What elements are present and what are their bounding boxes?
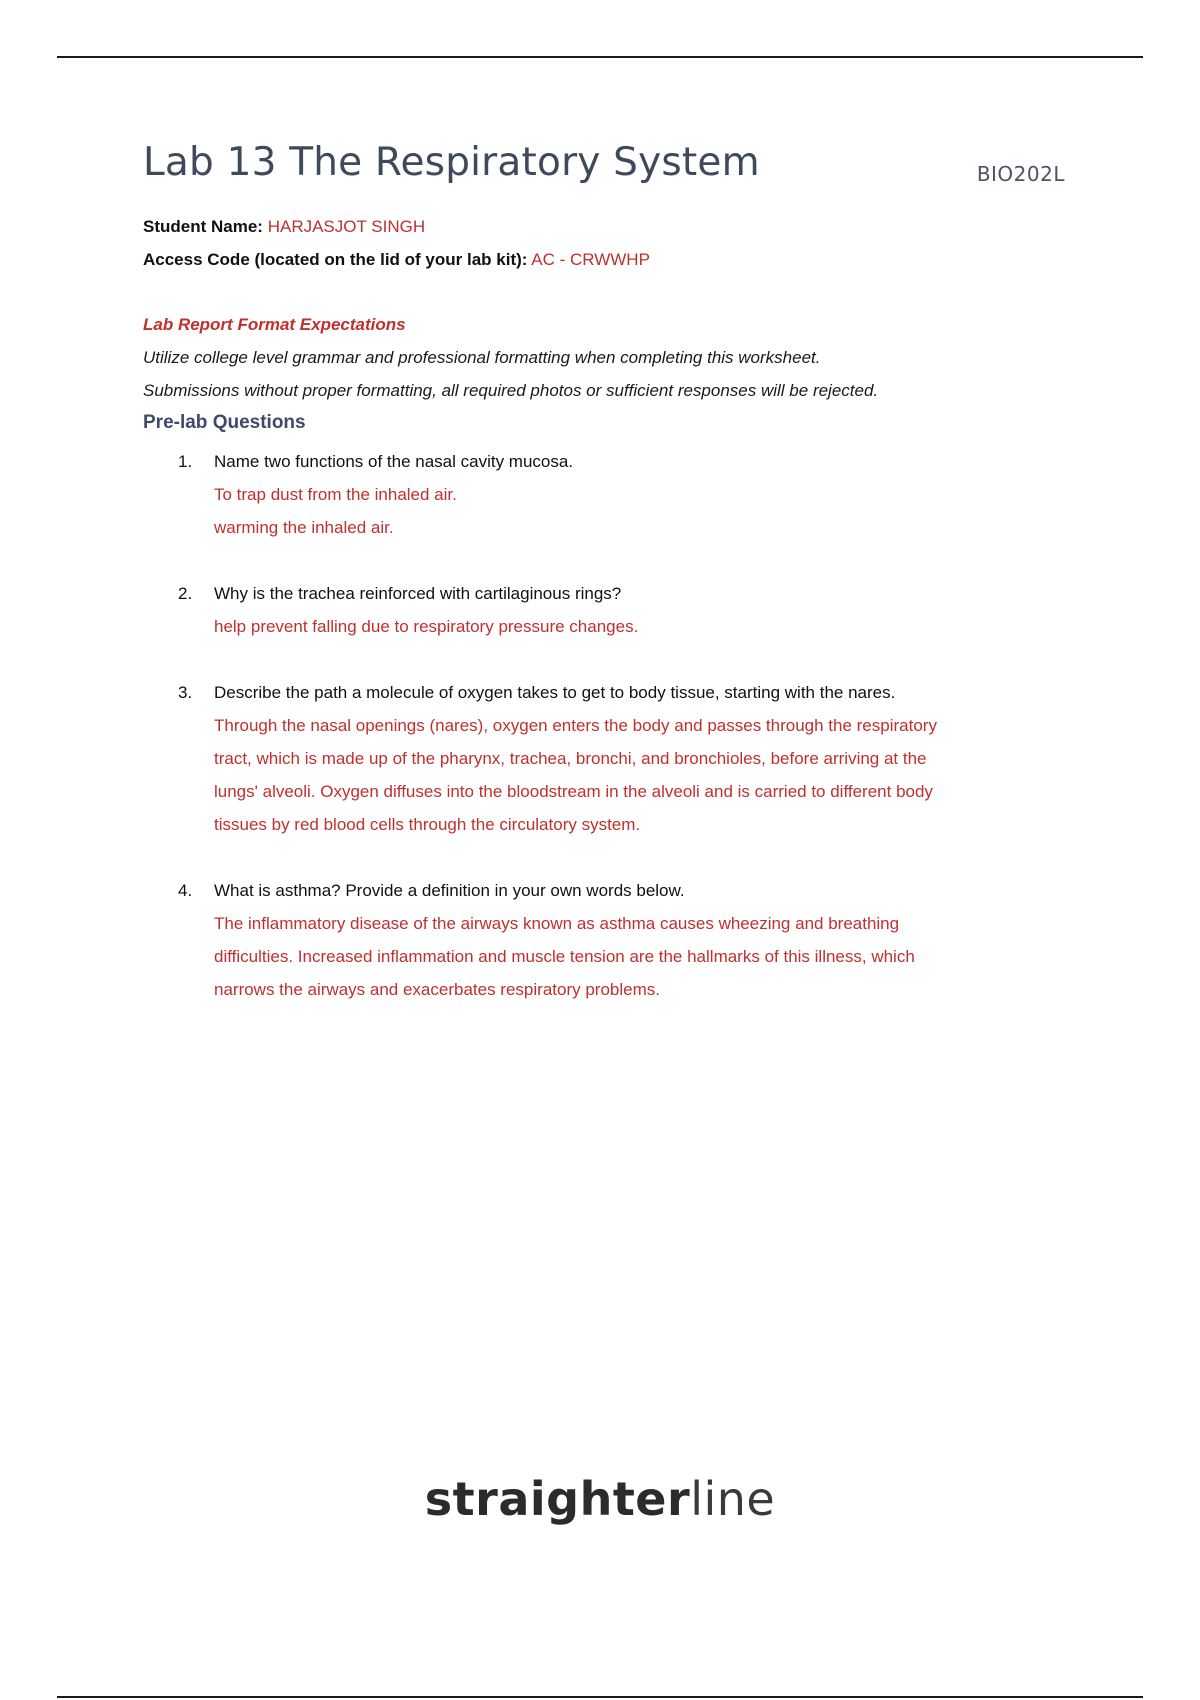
top-rule <box>57 56 1143 58</box>
student-name-value: HARJASJOT SINGH <box>267 217 426 236</box>
page-title: Lab 13 The Respiratory System <box>143 140 760 185</box>
answer-line: Through the nasal openings (nares), oxygen enters the body and passes through the respiratory <box>214 716 937 735</box>
answer-line: help prevent falling due to respiratory pressure changes. <box>214 617 639 636</box>
access-code-value: AC - CRWWHP <box>531 250 650 269</box>
format-expectations-heading: Lab Report Format Expectations <box>143 315 406 334</box>
question-number: 2. <box>178 584 193 603</box>
course-code: BIO202L <box>976 162 1065 186</box>
question-text: What is asthma? Provide a definition in your own words below. <box>214 881 685 900</box>
answer-line: lungs' alveoli. Oxygen diffuses into the bloodstream in the alveoli and is carried to different body <box>214 782 933 801</box>
student-info <box>143 210 1063 276</box>
question-number: 4. <box>178 881 193 900</box>
format-expectations-line-1: Utilize college level grammar and professional formatting when completing this worksheet. <box>143 348 821 367</box>
answer-line: warming the inhaled air. <box>214 518 394 537</box>
format-expectations-line-2: Submissions without proper formatting, all required photos or sufficient responses will be rejected. <box>143 381 879 400</box>
student-name-line <box>143 210 1063 243</box>
question-number: 3. <box>178 683 193 702</box>
straighterline-logo <box>0 1472 1200 1526</box>
question-3 <box>143 676 1063 841</box>
question-4 <box>143 874 1063 1006</box>
logo-word-light: line <box>690 1472 776 1526</box>
question-text: Name two functions of the nasal cavity mucosa. <box>214 452 574 471</box>
question-text: Describe the path a molecule of oxygen takes to get to body tissue, starting with the nares. <box>214 683 896 702</box>
question-number: 1. <box>178 452 193 471</box>
question-text: Why is the trachea reinforced with cartilaginous rings? <box>214 584 622 603</box>
answer-line: difficulties. Increased inflammation and muscle tension are the hallmarks of this illness, which <box>214 947 915 966</box>
question-list <box>143 445 1063 1006</box>
answer-line: To trap dust from the inhaled air. <box>214 485 457 504</box>
logo-word-bold: straighter <box>424 1472 691 1526</box>
prelab-heading: Pre-lab Questions <box>143 412 306 433</box>
answer-line: tract, which is made up of the pharynx, trachea, bronchi, and bronchioles, before arriving at the <box>214 749 927 768</box>
title-row <box>143 140 1063 200</box>
answer-line: tissues by red blood cells through the circulatory system. <box>214 815 641 834</box>
question-1 <box>143 445 1063 544</box>
answer-line: narrows the airways and exacerbates respiratory problems. <box>214 980 660 999</box>
bottom-rule <box>57 1696 1143 1698</box>
question-2 <box>143 577 1063 643</box>
access-code-label: Access Code (located on the lid of your lab kit): <box>143 250 528 269</box>
access-code-line <box>143 243 1063 276</box>
student-name-label: Student Name: <box>143 217 263 236</box>
document-page <box>143 140 1063 1039</box>
answer-line: The inflammatory disease of the airways known as asthma causes wheezing and breathing <box>214 914 900 933</box>
